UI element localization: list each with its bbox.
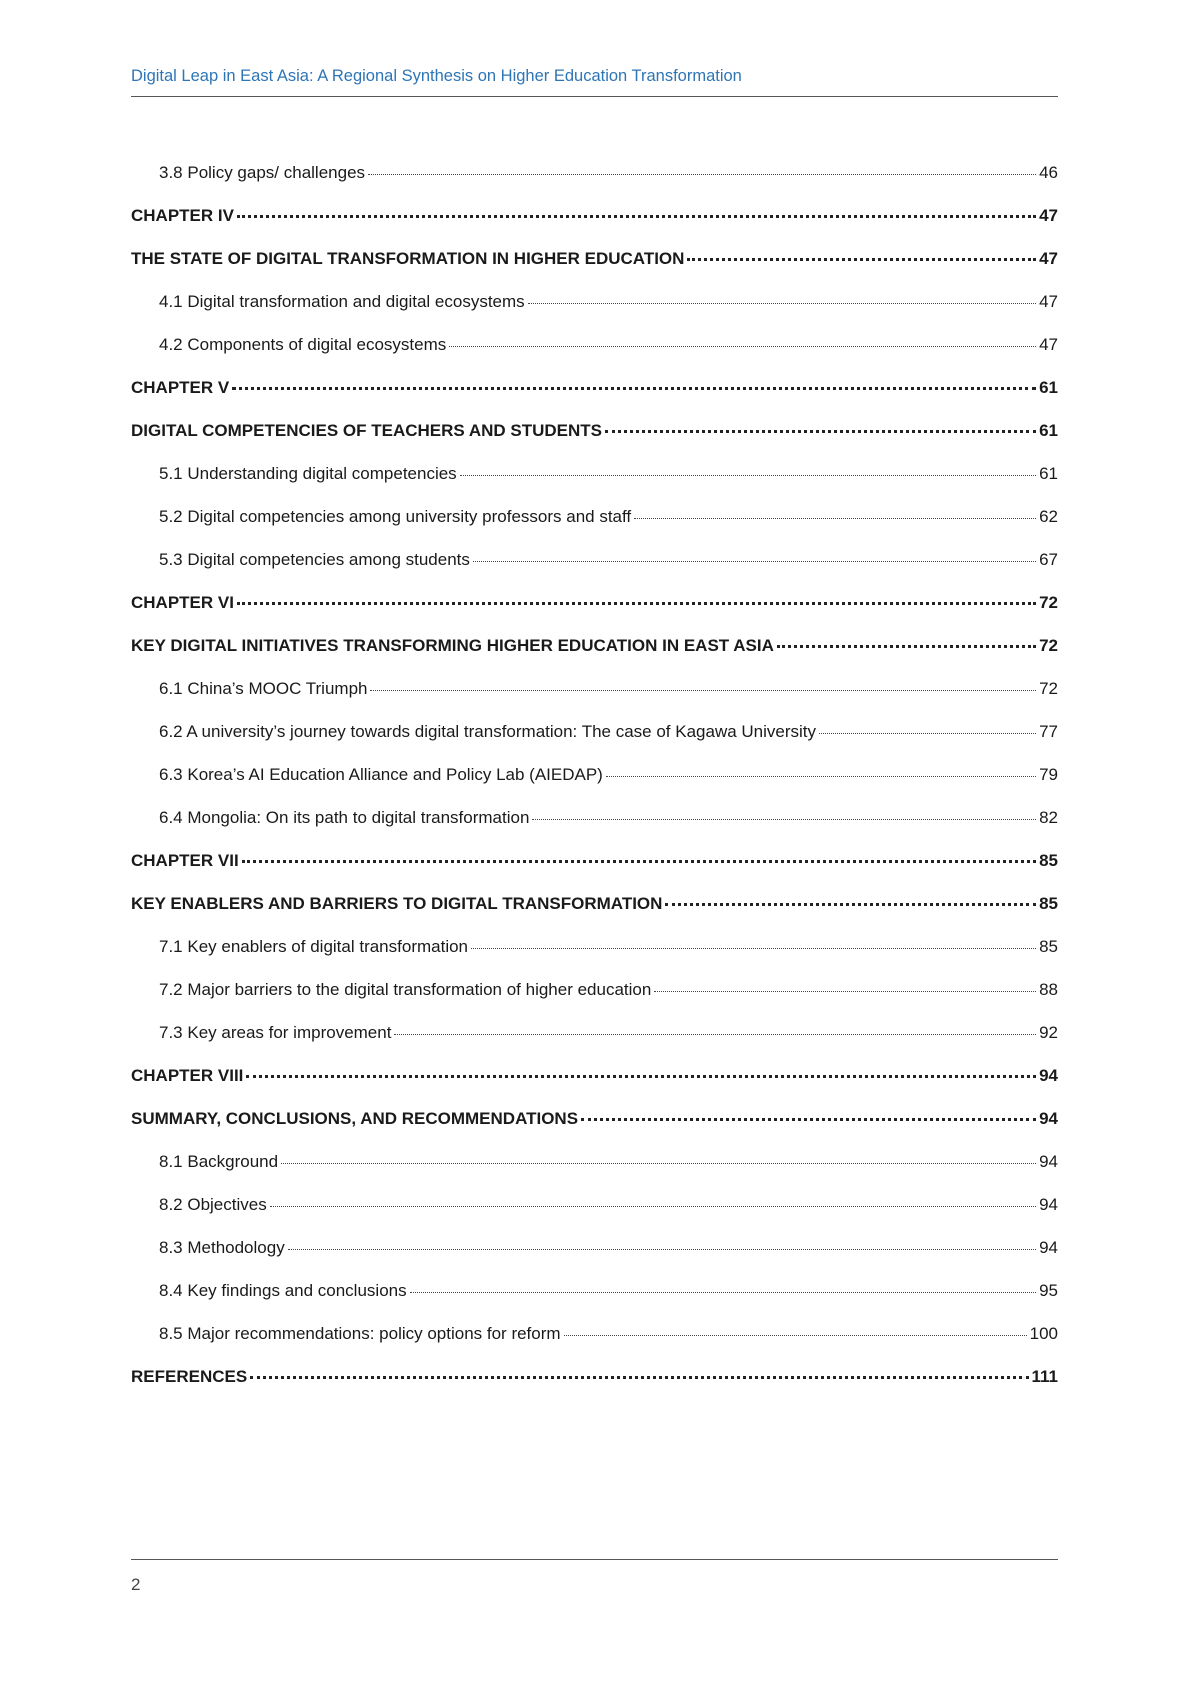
toc-entry[interactable] [131, 808, 1058, 851]
dot-leader [368, 174, 1036, 175]
toc-entry-page: 67 [1039, 550, 1058, 569]
dot-leader [237, 215, 1036, 218]
toc-entry-page: 85 [1039, 851, 1058, 870]
dot-leader [232, 387, 1036, 390]
toc-entry[interactable] [131, 636, 1058, 679]
dot-leader [270, 1206, 1036, 1207]
dot-leader [394, 1034, 1036, 1035]
toc-entry[interactable] [131, 1238, 1058, 1281]
toc-entry[interactable] [131, 421, 1058, 464]
dot-leader [532, 819, 1036, 820]
dot-leader [564, 1335, 1027, 1336]
dot-leader [605, 430, 1036, 433]
running-header [131, 66, 1058, 86]
toc-entry-title: 7.1 Key enablers of digital transformation [159, 937, 469, 956]
toc-entry-title: 7.3 Key areas for improvement [159, 1023, 392, 1042]
toc-entry-title: 8.5 Major recommendations: policy options for reform [159, 1324, 561, 1343]
dot-leader [449, 346, 1036, 347]
toc-entry[interactable] [131, 1324, 1058, 1367]
toc-entry[interactable] [131, 1152, 1058, 1195]
toc-entry[interactable] [131, 937, 1058, 980]
toc-entry-page: 94 [1039, 1066, 1058, 1085]
toc-entry-page: 94 [1039, 1195, 1058, 1214]
toc-entry-page: 77 [1039, 722, 1058, 741]
dot-leader [237, 602, 1036, 605]
toc-entry-page: 61 [1039, 378, 1058, 397]
toc-entry-page: 94 [1039, 1152, 1058, 1171]
toc-entry-page: 72 [1039, 679, 1058, 698]
toc-entry-title: 8.1 Background [159, 1152, 279, 1171]
toc-entry-title: 7.2 Major barriers to the digital transformation of higher education [159, 980, 652, 999]
toc-entry-title: 3.8 Policy gaps/ challenges [159, 163, 366, 182]
dot-leader [242, 860, 1036, 863]
toc-entry-title: KEY DIGITAL INITIATIVES TRANSFORMING HIGHER EDUCATION IN EAST ASIA [131, 636, 774, 655]
toc-entry-page: 61 [1039, 464, 1058, 483]
toc-entry-page: 85 [1039, 937, 1058, 956]
dot-leader [370, 690, 1036, 691]
dot-leader [250, 1376, 1028, 1379]
dot-leader [654, 991, 1036, 992]
toc-entry-title: KEY ENABLERS AND BARRIERS TO DIGITAL TRANSFORMATION [131, 894, 663, 913]
toc-entry-title: CHAPTER IV [131, 206, 234, 225]
toc-entry-title: 5.2 Digital competencies among university professors and staff [159, 507, 632, 526]
dot-leader [473, 561, 1036, 562]
toc-entry-page: 72 [1039, 636, 1058, 655]
toc-entry-page: 88 [1039, 980, 1058, 999]
toc-entry-title: 6.4 Mongolia: On its path to digital transformation [159, 808, 530, 827]
toc-entry-page: 72 [1039, 593, 1058, 612]
toc-entry-page: 46 [1039, 163, 1058, 182]
table-of-contents [131, 163, 1058, 1410]
dot-leader [687, 258, 1036, 261]
toc-entry-title: DIGITAL COMPETENCIES OF TEACHERS AND STUDENTS [131, 421, 602, 440]
toc-entry[interactable] [131, 894, 1058, 937]
toc-entry[interactable] [131, 1281, 1058, 1324]
toc-entry[interactable] [131, 249, 1058, 292]
page-number: 2 [131, 1575, 141, 1594]
toc-entry-title: 8.4 Key findings and conclusions [159, 1281, 407, 1300]
dot-leader [410, 1292, 1036, 1293]
toc-entry-page: 92 [1039, 1023, 1058, 1042]
toc-entry-title: THE STATE OF DIGITAL TRANSFORMATION IN HIGHER EDUCATION [131, 249, 685, 268]
toc-entry-title: 6.2 A university’s journey towards digital transformation: The case of Kagawa University [159, 722, 817, 741]
toc-entry[interactable] [131, 378, 1058, 421]
dot-leader [528, 303, 1036, 304]
document-title: Digital Leap in East Asia: A Regional Synthesis on Higher Education Transformation [131, 67, 742, 85]
toc-entry-page: 79 [1039, 765, 1058, 784]
toc-entry[interactable] [131, 851, 1058, 894]
toc-entry[interactable] [131, 679, 1058, 722]
toc-entry-page: 100 [1029, 1324, 1058, 1343]
toc-entry-title: 8.2 Objectives [159, 1195, 267, 1214]
toc-entry-page: 47 [1039, 206, 1058, 225]
toc-entry-title: SUMMARY, CONCLUSIONS, AND RECOMMENDATIONS [131, 1109, 579, 1128]
toc-entry[interactable] [131, 1023, 1058, 1066]
toc-entry-page: 85 [1039, 894, 1058, 913]
toc-entry[interactable] [131, 722, 1058, 765]
dot-leader [665, 903, 1036, 906]
toc-entry-page: 111 [1031, 1367, 1058, 1386]
dot-leader [460, 475, 1036, 476]
footer-divider [131, 1559, 1058, 1560]
dot-leader [281, 1163, 1036, 1164]
toc-entry-page: 82 [1039, 808, 1058, 827]
toc-entry[interactable] [131, 206, 1058, 249]
toc-entry-title: 4.1 Digital transformation and digital ecosystems [159, 292, 525, 311]
toc-entry-page: 61 [1039, 421, 1058, 440]
toc-entry[interactable] [131, 980, 1058, 1023]
toc-entry-title: CHAPTER VIII [131, 1066, 244, 1085]
dot-leader [246, 1075, 1036, 1078]
toc-entry-title: CHAPTER V [131, 378, 230, 397]
toc-entry-page: 47 [1039, 292, 1058, 311]
toc-entry[interactable] [131, 550, 1058, 593]
toc-entry[interactable] [131, 593, 1058, 636]
toc-entry[interactable] [131, 765, 1058, 808]
toc-entry-page: 94 [1039, 1109, 1058, 1128]
dot-leader [777, 645, 1036, 648]
toc-entry[interactable] [131, 1109, 1058, 1152]
dot-leader [471, 948, 1036, 949]
toc-entry-page: 47 [1039, 249, 1058, 268]
dot-leader [581, 1118, 1036, 1121]
toc-entry-page: 62 [1039, 507, 1058, 526]
toc-entry-title: 6.3 Korea’s AI Education Alliance and Policy Lab (AIEDAP) [159, 765, 603, 784]
toc-entry[interactable] [131, 464, 1058, 507]
toc-entry-page: 47 [1039, 335, 1058, 354]
toc-entry-title: REFERENCES [131, 1367, 248, 1386]
toc-entry[interactable] [131, 292, 1058, 335]
header-divider [131, 96, 1058, 97]
toc-entry-page: 95 [1039, 1281, 1058, 1300]
toc-entry[interactable] [131, 507, 1058, 550]
dot-leader [634, 518, 1036, 519]
toc-entry[interactable] [131, 163, 1058, 206]
toc-entry[interactable] [131, 1367, 1058, 1410]
toc-entry-title: 5.3 Digital competencies among students [159, 550, 470, 569]
toc-entry-title: CHAPTER VII [131, 851, 239, 870]
toc-entry-title: 5.1 Understanding digital competencies [159, 464, 457, 483]
toc-entry[interactable] [131, 1066, 1058, 1109]
toc-entry-title: CHAPTER VI [131, 593, 234, 612]
toc-entry-title: 8.3 Methodology [159, 1238, 285, 1257]
dot-leader [288, 1249, 1036, 1250]
toc-entry-title: 4.2 Components of digital ecosystems [159, 335, 447, 354]
dot-leader [819, 733, 1036, 734]
dot-leader [606, 776, 1036, 777]
toc-entry-title: 6.1 China’s MOOC Triumph [159, 679, 368, 698]
toc-entry[interactable] [131, 335, 1058, 378]
toc-entry-page: 94 [1039, 1238, 1058, 1257]
toc-entry[interactable] [131, 1195, 1058, 1238]
